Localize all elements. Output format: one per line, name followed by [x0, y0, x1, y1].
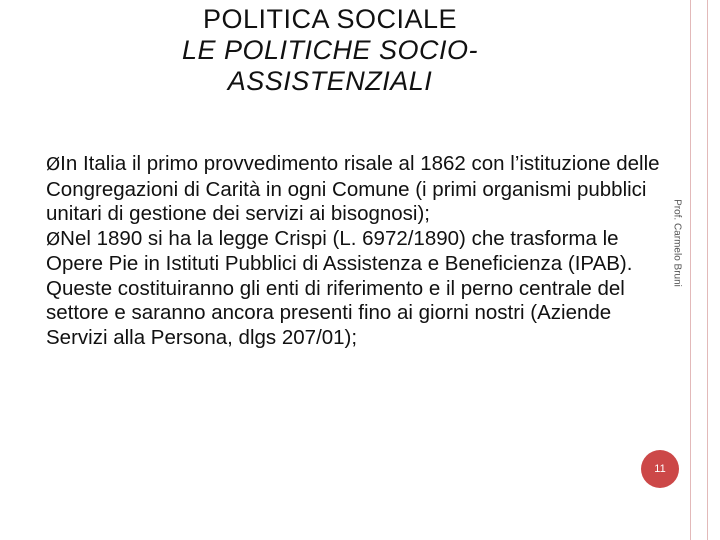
title-line-2: LE POLITICHE SOCIO-: [181, 35, 479, 65]
author-credit-text: Prof. Carmelo Bruni: [671, 199, 683, 287]
arrow-bullet-icon: Ø: [46, 228, 61, 250]
frame-line-left: [690, 0, 691, 540]
bullet-item-2: [46, 227, 674, 351]
slide-body: [46, 152, 674, 350]
bullet-text-2: Nel 1890 si ha la legge Crispi (L. 6972/1890) che trasforma le Opere Pie in Istituti Pubblici di Assistenza e Beneficienza (IPAB). Queste costituiranno gli enti di riferimento e il perno centrale del settore e saranno ancora presenti fino ai giorni nostri (Aziende Servizi alla Persona, dlgs 207/01);: [46, 226, 633, 349]
page-number-badge: [641, 450, 679, 488]
title-line-3: ASSISTENZIALI: [227, 66, 433, 96]
frame-line-right: [707, 0, 708, 540]
slide-title: [110, 4, 550, 97]
bullet-text-1: In Italia il primo provvedimento risale al 1862 con l’istituzione delle Congregazioni di Carità in ogni Comune (i primi organismi pubblici unitari di gestione dei servizi ai bisognosi);: [46, 152, 660, 225]
title-line-1: POLITICA SOCIALE: [202, 4, 458, 34]
author-credit: [668, 188, 686, 298]
arrow-bullet-icon: Ø: [46, 154, 61, 175]
page-number: 11: [654, 463, 666, 475]
bullet-item-1: [46, 152, 674, 227]
